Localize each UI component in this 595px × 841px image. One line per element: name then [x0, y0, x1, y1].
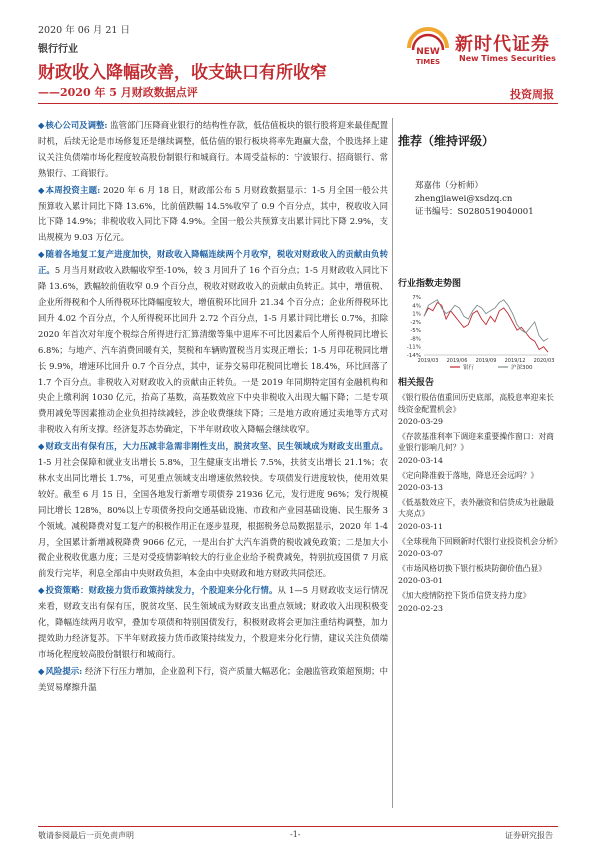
related-report-date: 2020-03-14: [398, 455, 443, 465]
related-report-title[interactable]: 《存款基准利率下调迎来重要操作窗口：对商业银行影响几何？》: [398, 431, 554, 453]
analyst-email[interactable]: zhengjiawei@xsdzq.cn: [415, 194, 513, 204]
paragraph-text: 1-5 月社会保障和就业支出增长 5.8%，卫生健康支出增长 7.5%，扶贫支出增长 21.1%；农林水支出同比增长 1.7%，可见重点领域支出增速依然较快。专项债发行进度较快，使用效果较好。截至 6 月 15 日，全国各地发行新增专项债券 21936 亿元，发行进度 96%；发行规模同比增长 128%，80%以上专项债务投向交通基础设施、市政和产业园基础设施、民生服务 3 个领域。减税降费对复工复产的积极作用正在逐步显现，根据税务总局数据显示，2020 年 1-4 月，全国累计新增减税降费 9066 亿元，一是出台扩大汽车消费的税收减免政策；二是加大小微企业税收优惠力度；三是对受疫情影响较大的行业企业给予税费减免，特别抗疫国债 7 月底前发行完毕，利息全部由中央财政负担，本金由中央财政和地方财政共同偿还。: [38, 457, 388, 579]
footer-label: 证券研究报告: [505, 831, 553, 840]
related-report-title[interactable]: 《市场风格切换下银行板块防御价值凸显》: [398, 563, 547, 573]
y-tick-label: -8%: [410, 336, 421, 343]
paragraph-lead: 随着各地复工复产进度加快，财政收入降幅连续两个月收窄，税收对财政收入的贡献由负转正。: [38, 249, 388, 276]
related-reports: [398, 392, 562, 617]
bullet-icon: ◆: [38, 665, 45, 676]
footer-disclaimer: 敬请参阅最后一页免责声明: [38, 831, 134, 840]
x-tick-label: 2019/03: [417, 358, 439, 364]
page-number: -1-: [290, 830, 301, 839]
chart-svg: [398, 293, 558, 375]
related-report-date: 2020-03-29: [398, 417, 443, 427]
report-date: 2020 年 06 月 21 日: [38, 25, 130, 36]
series-line: [424, 300, 548, 341]
body-paragraph: [38, 118, 388, 182]
brand-logo: [403, 24, 563, 76]
chart-title: 行业指数走势图: [398, 279, 462, 289]
body-paragraph: [38, 183, 388, 247]
paragraph-lead: 风险提示:: [45, 665, 83, 676]
report-title: 财政收入降幅改善，收支缺口有所收窄: [38, 63, 327, 83]
paragraph-lead: 核心公司及调整:: [45, 120, 108, 130]
paragraph-text: 经济下行压力增加，企业盈利下行，资产质量大幅恶化；金融监管政策超预期；中美贸易摩擦升温: [38, 665, 388, 692]
paragraph-text: 从 1—5 月财政收支运行情况来看，财政支出有保有压，脱贫攻坚、民生领域成为财政支出重点领域；财政收入出现积极变化，降幅连续两月收窄，叠加专项债和特别国债发行，积极财政将会更加注重结构调整，加力提效助力经济复苏。下半年财政接力货币政策持续发力，个股迎来分化行情，建议关注负债端市场化程度较高股份制银行和城商行。: [38, 585, 388, 659]
body-paragraph: [38, 247, 388, 438]
footer-divider: [38, 826, 558, 827]
svg-text:TIMES: TIMES: [415, 58, 441, 66]
analyst-name: 郑嘉伟（分析师）: [415, 181, 484, 191]
related-report-date: 2020-02-23: [398, 603, 443, 613]
y-tick-label: -5%: [410, 328, 421, 335]
related-report-title[interactable]: 《定向降准毅于落地，降息还会远吗？》: [398, 470, 539, 480]
related-report-date: 2020-03-07: [398, 549, 443, 559]
brand-name-en: New Times Securities: [459, 54, 556, 63]
bullet-icon: ◆: [38, 184, 45, 195]
related-report-title[interactable]: 《银行股估值重回历史底部，高股息率迎来长线资金配置机会》: [398, 393, 554, 414]
main-body: [38, 118, 388, 697]
brand-name-cn: 新时代证券: [455, 34, 550, 55]
x-tick-label: 2019/06: [446, 358, 468, 364]
series-line: [424, 303, 548, 353]
related-report-title[interactable]: 《加大疫情防控下货币信贷支持力度》: [398, 590, 531, 600]
legend-label: 银行: [463, 365, 475, 371]
column-divider: [392, 118, 393, 808]
bullet-icon: ◆: [38, 441, 45, 452]
report-type: 投资周报: [510, 88, 554, 101]
analyst-cert: 证书编号：S0280519040001: [415, 207, 534, 217]
x-tick-label: 2019/09: [475, 358, 497, 364]
y-tick-label: -11%: [406, 344, 421, 351]
y-tick-label: 1%: [412, 311, 421, 318]
paragraph-text: 监管部门压降商业银行的结构性存款，低估值板块的银行股将迎来最佳配置时机，后续无论是市场修复还是继续调整，低估值的银行板块将率先跑赢大盘，个股选择上建议关注负债端市场化程度较高股份制银行和城商行。本周受益标的：宁波银行、招商银行、常熟银行、工商银行。: [38, 120, 388, 178]
svg-text:NEW: NEW: [416, 47, 440, 57]
bullet-icon: ◆: [38, 249, 45, 260]
paragraph-text: 2020 年 6 月 18 日，财政部公布 5 月财政数据显示：1-5 月全国一般公共预算收入累计同比下降 13.6%，比前值跌幅 14.5%收窄了 0.9 个百分点，其中，税收收入同比下降 14.9%；非税收收入同比下降 4.9%。全国一般公共预算支出累计同比下降 2.9%，支出规模为 9.03 万亿元。: [38, 184, 388, 243]
bullet-icon: ◆: [38, 585, 45, 596]
body-paragraph: [38, 583, 388, 663]
logo-icon: [403, 24, 453, 72]
header-divider: [38, 103, 558, 104]
paragraph-text: 5 月当月财政收入跌幅收窄至-10%，较 3 月回升了 16 个百分点；1-5 月财政收入同比下降 13.6%，跌幅较前值收窄 0.9 个百分点，税收对财政收入的贡献由负转正。其中，增值税、企业所得税和个人所得税环比降幅度较大，增值税环比回升 21.34 个百分点；企业所得税环比回升 4.02 个百分点，个人所得税环比回升 2.72 个百分点，1-5 月累计同比增长 0.7%，扣除 2020 年首次对年度个税综合所得进行汇算清缴等集中退库不可比因素后个人所得税同比增长 6.8%；与地产、汽车消费回暖有关，契税和车辆购置税当月实现正增长；1-5 月印花税同比增长 9.9%，增速环比回升 0.7 个百分点，其中，证券交易印花税同比增长 18.4%，环比回落了 1.7 个百分点。非税收入对财政收入的贡献由正转负。一是 2019 年同期特定国有金融机构和央企上缴利润 1030 亿元，抬高了基数，高基数效应下中央非税收入出现大幅下降；二是专项费用减免等因素推动企业负担持续减轻，涉企收费继续下降；三是地方政府通过卖地等方式对非税收入有所支撑。经济复苏态势确定，下半年财政收入降幅会继续收窄。: [38, 265, 389, 435]
paragraph-lead: 投资策略：财政接力货币政策持续发力，个股迎来分化行情。: [45, 585, 278, 596]
related-report-title[interactable]: 《低基数效应下，表外融资和信贷成为社融最大亮点》: [398, 497, 554, 519]
y-tick-label: -14%: [406, 353, 421, 359]
legend-label: 沪深300: [511, 365, 533, 371]
x-tick-label: 2019/12: [504, 358, 526, 364]
y-tick-label: -2%: [410, 319, 421, 326]
paragraph-lead: 本周投资主题:: [45, 184, 101, 195]
y-tick-label: 4%: [412, 303, 421, 310]
body-paragraph: [38, 664, 388, 696]
related-report-date: 2020-03-13: [398, 483, 443, 493]
report-subtitle: ——2020 年 5 月财政数据点评: [38, 86, 198, 99]
bullet-icon: ◆: [38, 120, 45, 130]
rating-recommendation: 推荐（维持评级）: [398, 134, 495, 148]
body-paragraph: [38, 439, 388, 582]
paragraph-lead: 财政支出有保有压，大力压减非急需非刚性支出，脱贫攻坚、民生领域成为财政支出重点。: [45, 441, 388, 452]
y-tick-label: 7%: [412, 295, 421, 301]
related-report-title[interactable]: 《全球视角下回顾新时代银行业投资机会分析》: [398, 536, 562, 546]
x-tick-label: 2020/03: [533, 358, 555, 364]
industry-label: 银行行业: [38, 44, 78, 55]
analyst-block: [415, 180, 534, 219]
related-report-date: 2020-03-11: [398, 521, 443, 531]
related-title: 相关报告: [398, 378, 435, 388]
related-report-date: 2020-03-01: [398, 576, 443, 586]
